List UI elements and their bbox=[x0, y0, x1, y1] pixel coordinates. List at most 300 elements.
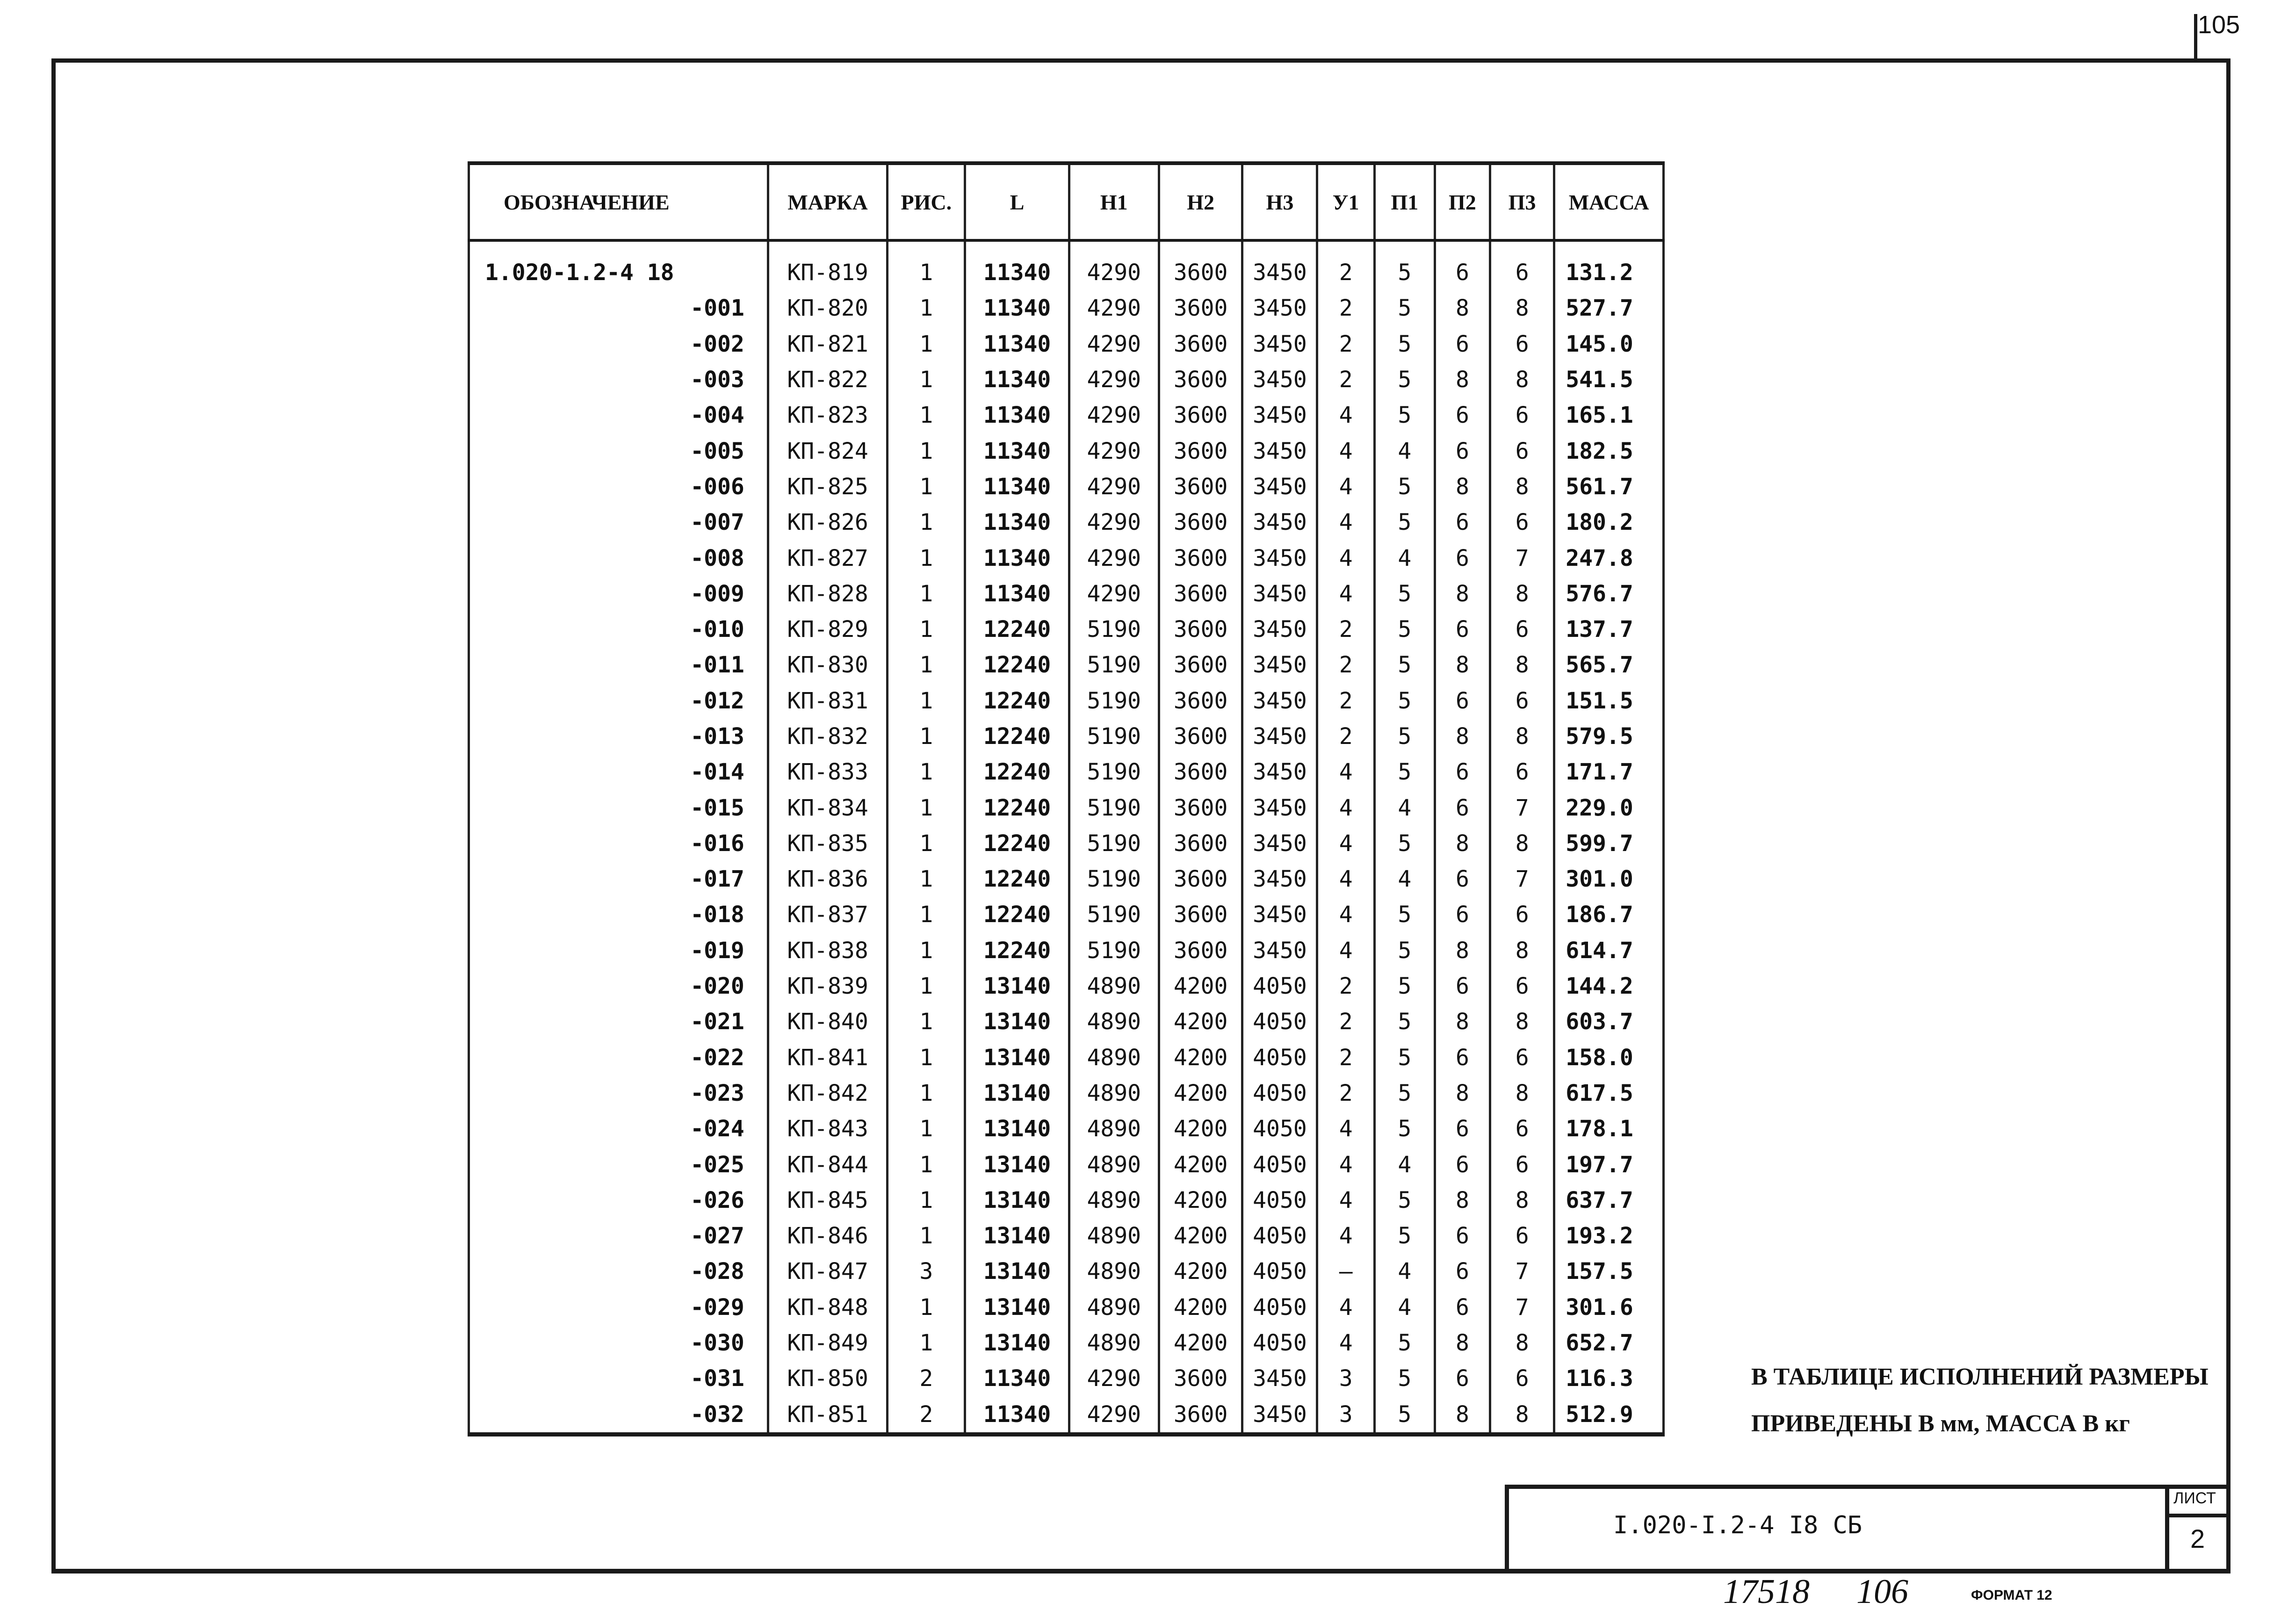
format-label: ФОРМАТ 12 bbox=[1971, 1588, 2052, 1603]
cell-mark: КП-833 bbox=[768, 754, 887, 790]
cell-h2: 3600 bbox=[1159, 362, 1242, 397]
cell-u1: – bbox=[1317, 1254, 1375, 1289]
cell-u1: 2 bbox=[1317, 968, 1375, 1004]
cell-p3: 6 bbox=[1490, 505, 1554, 540]
cell-p3: 6 bbox=[1490, 1111, 1554, 1147]
cell-h3: 3450 bbox=[1242, 505, 1317, 540]
cell-l: 12240 bbox=[965, 826, 1069, 861]
cell-mass: 617.5 bbox=[1554, 1075, 1664, 1111]
cell-h2: 3600 bbox=[1159, 290, 1242, 326]
cell-h1: 4890 bbox=[1069, 1040, 1159, 1075]
cell-h2: 3600 bbox=[1159, 1397, 1242, 1435]
cell-h1: 4290 bbox=[1069, 1361, 1159, 1396]
cell-mark: КП-824 bbox=[768, 433, 887, 469]
cell-figure: 1 bbox=[888, 1075, 965, 1111]
cell-h3: 3450 bbox=[1242, 683, 1317, 719]
cell-p3: 8 bbox=[1490, 719, 1554, 754]
cell-p2: 8 bbox=[1435, 1325, 1490, 1361]
cell-u1: 4 bbox=[1317, 469, 1375, 505]
cell-designation: -019 bbox=[469, 933, 768, 968]
cell-h1: 5190 bbox=[1069, 897, 1159, 932]
cell-p2: 8 bbox=[1435, 826, 1490, 861]
table-row bbox=[469, 933, 1664, 968]
cell-p1: 4 bbox=[1374, 1290, 1435, 1325]
cell-u1: 3 bbox=[1317, 1361, 1375, 1396]
cell-p1: 4 bbox=[1374, 790, 1435, 825]
cell-p2: 8 bbox=[1435, 362, 1490, 397]
cell-designation: -028 bbox=[469, 1254, 768, 1289]
table-header-row bbox=[469, 163, 1664, 240]
cell-p2: 6 bbox=[1435, 1147, 1490, 1182]
cell-p1: 5 bbox=[1374, 397, 1435, 433]
cell-h3: 4050 bbox=[1242, 968, 1317, 1004]
cell-figure: 1 bbox=[888, 1147, 965, 1182]
header-h3: Н3 bbox=[1242, 163, 1317, 240]
cell-l: 13140 bbox=[965, 1147, 1069, 1182]
cell-h2: 4200 bbox=[1159, 1147, 1242, 1182]
cell-p2: 6 bbox=[1435, 1290, 1490, 1325]
cell-figure: 1 bbox=[888, 397, 965, 433]
cell-p3: 7 bbox=[1490, 861, 1554, 897]
cell-h1: 5190 bbox=[1069, 861, 1159, 897]
cell-figure: 1 bbox=[888, 433, 965, 469]
cell-mass: 579.5 bbox=[1554, 719, 1664, 754]
cell-u1: 4 bbox=[1317, 1183, 1375, 1218]
cell-figure: 1 bbox=[888, 1290, 965, 1325]
cell-mass: 171.7 bbox=[1554, 754, 1664, 790]
cell-mass: 599.7 bbox=[1554, 826, 1664, 861]
cell-l: 11340 bbox=[965, 326, 1069, 362]
cell-designation: -010 bbox=[469, 612, 768, 647]
header-p1: П1 bbox=[1374, 163, 1435, 240]
sheet-label: ЛИСТ bbox=[2173, 1489, 2216, 1507]
cell-h1: 5190 bbox=[1069, 612, 1159, 647]
cell-u1: 4 bbox=[1317, 505, 1375, 540]
page-corner-tick bbox=[2194, 14, 2197, 60]
cell-p3: 6 bbox=[1490, 968, 1554, 1004]
table-row bbox=[469, 540, 1664, 576]
cell-designation: -025 bbox=[469, 1147, 768, 1182]
cell-mass: 131.2 bbox=[1554, 240, 1664, 290]
table-row bbox=[469, 790, 1664, 825]
cell-p1: 4 bbox=[1374, 1147, 1435, 1182]
cell-p3: 8 bbox=[1490, 1183, 1554, 1218]
cell-h2: 3600 bbox=[1159, 433, 1242, 469]
cell-mass: 186.7 bbox=[1554, 897, 1664, 932]
cell-mass: 165.1 bbox=[1554, 397, 1664, 433]
sheet-box-divider bbox=[2165, 1514, 2230, 1517]
cell-l: 11340 bbox=[965, 1397, 1069, 1435]
cell-designation: -003 bbox=[469, 362, 768, 397]
cell-h3: 3450 bbox=[1242, 433, 1317, 469]
specification-table bbox=[468, 161, 1665, 1436]
cell-u1: 4 bbox=[1317, 1218, 1375, 1254]
table-row bbox=[469, 397, 1664, 433]
cell-p3: 6 bbox=[1490, 897, 1554, 932]
cell-h1: 4890 bbox=[1069, 968, 1159, 1004]
cell-h1: 4290 bbox=[1069, 397, 1159, 433]
cell-mass: 193.2 bbox=[1554, 1218, 1664, 1254]
cell-p2: 8 bbox=[1435, 290, 1490, 326]
table-body bbox=[469, 240, 1664, 1434]
page-corner-number: 105 bbox=[2198, 11, 2240, 39]
cell-p2: 6 bbox=[1435, 540, 1490, 576]
table-row bbox=[469, 826, 1664, 861]
cell-mark: КП-845 bbox=[768, 1183, 887, 1218]
cell-h2: 3600 bbox=[1159, 469, 1242, 505]
cell-mass: 565.7 bbox=[1554, 647, 1664, 683]
cell-h2: 3600 bbox=[1159, 754, 1242, 790]
table-row bbox=[469, 612, 1664, 647]
cell-u1: 2 bbox=[1317, 612, 1375, 647]
cell-designation: -004 bbox=[469, 397, 768, 433]
cell-p2: 6 bbox=[1435, 1254, 1490, 1289]
cell-h2: 4200 bbox=[1159, 1004, 1242, 1039]
cell-designation: -012 bbox=[469, 683, 768, 719]
table-row bbox=[469, 469, 1664, 505]
cell-l: 11340 bbox=[965, 469, 1069, 505]
cell-h1: 5190 bbox=[1069, 647, 1159, 683]
cell-h2: 3600 bbox=[1159, 861, 1242, 897]
cell-p2: 6 bbox=[1435, 1361, 1490, 1396]
cell-p1: 5 bbox=[1374, 576, 1435, 612]
cell-figure: 1 bbox=[888, 362, 965, 397]
table-row bbox=[469, 1218, 1664, 1254]
cell-designation: -018 bbox=[469, 897, 768, 932]
cell-u1: 2 bbox=[1317, 362, 1375, 397]
cell-p1: 5 bbox=[1374, 362, 1435, 397]
cell-mark: КП-849 bbox=[768, 1325, 887, 1361]
cell-p3: 7 bbox=[1490, 1290, 1554, 1325]
cell-p2: 6 bbox=[1435, 1218, 1490, 1254]
cell-p1: 5 bbox=[1374, 505, 1435, 540]
cell-p2: 6 bbox=[1435, 612, 1490, 647]
cell-figure: 1 bbox=[888, 1040, 965, 1075]
cell-mass: 301.6 bbox=[1554, 1290, 1664, 1325]
document-code: I.020-I.2-4 I8 СБ bbox=[1613, 1511, 1862, 1539]
cell-h1: 5190 bbox=[1069, 754, 1159, 790]
cell-h2: 4200 bbox=[1159, 1290, 1242, 1325]
cell-h3: 4050 bbox=[1242, 1004, 1317, 1039]
cell-mark: КП-835 bbox=[768, 826, 887, 861]
cell-h3: 3450 bbox=[1242, 754, 1317, 790]
cell-p1: 5 bbox=[1374, 754, 1435, 790]
sheet-number: 2 bbox=[2190, 1524, 2205, 1553]
cell-p1: 5 bbox=[1374, 1111, 1435, 1147]
cell-h2: 3600 bbox=[1159, 897, 1242, 932]
cell-l: 13140 bbox=[965, 1075, 1069, 1111]
cell-figure: 1 bbox=[888, 240, 965, 290]
cell-l: 13140 bbox=[965, 1004, 1069, 1039]
cell-h3: 3450 bbox=[1242, 719, 1317, 754]
cell-p2: 8 bbox=[1435, 1397, 1490, 1435]
units-note-line-1: В ТАБЛИЦЕ ИСПОЛНЕНИЙ РАЗМЕРЫ bbox=[1751, 1364, 2209, 1390]
cell-p1: 5 bbox=[1374, 326, 1435, 362]
cell-l: 11340 bbox=[965, 290, 1069, 326]
cell-u1: 4 bbox=[1317, 576, 1375, 612]
cell-h2: 3600 bbox=[1159, 647, 1242, 683]
cell-mass: 576.7 bbox=[1554, 576, 1664, 612]
cell-h2: 3600 bbox=[1159, 612, 1242, 647]
units-note-line-2: ПРИВЕДЕНЫ В мм, МАССА В кг bbox=[1751, 1410, 2130, 1437]
table-row bbox=[469, 505, 1664, 540]
cell-h1: 4890 bbox=[1069, 1147, 1159, 1182]
cell-h2: 3600 bbox=[1159, 540, 1242, 576]
cell-p3: 6 bbox=[1490, 612, 1554, 647]
cell-p1: 5 bbox=[1374, 1075, 1435, 1111]
cell-mark: КП-851 bbox=[768, 1397, 887, 1435]
cell-mass: 247.8 bbox=[1554, 540, 1664, 576]
cell-h1: 4290 bbox=[1069, 433, 1159, 469]
header-mass: МАССА bbox=[1554, 163, 1664, 240]
cell-p2: 6 bbox=[1435, 505, 1490, 540]
header-h2: Н2 bbox=[1159, 163, 1242, 240]
cell-h2: 4200 bbox=[1159, 1075, 1242, 1111]
cell-l: 11340 bbox=[965, 240, 1069, 290]
cell-l: 13140 bbox=[965, 1111, 1069, 1147]
cell-designation: -005 bbox=[469, 433, 768, 469]
cell-mark: КП-840 bbox=[768, 1004, 887, 1039]
cell-h1: 4890 bbox=[1069, 1111, 1159, 1147]
cell-h2: 3600 bbox=[1159, 719, 1242, 754]
cell-figure: 1 bbox=[888, 719, 965, 754]
cell-l: 11340 bbox=[965, 540, 1069, 576]
cell-l: 13140 bbox=[965, 1290, 1069, 1325]
cell-l: 12240 bbox=[965, 754, 1069, 790]
cell-p3: 6 bbox=[1490, 754, 1554, 790]
cell-mark: КП-821 bbox=[768, 326, 887, 362]
cell-mark: КП-850 bbox=[768, 1361, 887, 1396]
cell-h2: 3600 bbox=[1159, 576, 1242, 612]
cell-l: 12240 bbox=[965, 861, 1069, 897]
cell-designation: 1.020-1.2-4 18 bbox=[469, 240, 768, 290]
table-row bbox=[469, 362, 1664, 397]
cell-u1: 4 bbox=[1317, 397, 1375, 433]
cell-h1: 4290 bbox=[1069, 362, 1159, 397]
cell-h3: 3450 bbox=[1242, 1361, 1317, 1396]
cell-designation: -002 bbox=[469, 326, 768, 362]
cell-u1: 4 bbox=[1317, 540, 1375, 576]
cell-h3: 3450 bbox=[1242, 897, 1317, 932]
cell-figure: 1 bbox=[888, 469, 965, 505]
cell-mass: 145.0 bbox=[1554, 326, 1664, 362]
cell-h3: 3450 bbox=[1242, 326, 1317, 362]
cell-mass: 614.7 bbox=[1554, 933, 1664, 968]
cell-u1: 2 bbox=[1317, 290, 1375, 326]
cell-h3: 3450 bbox=[1242, 826, 1317, 861]
table-row bbox=[469, 647, 1664, 683]
cell-p3: 6 bbox=[1490, 1040, 1554, 1075]
cell-p2: 6 bbox=[1435, 861, 1490, 897]
header-l: L bbox=[965, 163, 1069, 240]
cell-p2: 6 bbox=[1435, 683, 1490, 719]
cell-h3: 4050 bbox=[1242, 1040, 1317, 1075]
table-row bbox=[469, 1147, 1664, 1182]
cell-designation: -029 bbox=[469, 1290, 768, 1325]
cell-h3: 4050 bbox=[1242, 1111, 1317, 1147]
table-row bbox=[469, 1004, 1664, 1039]
cell-l: 13140 bbox=[965, 968, 1069, 1004]
cell-figure: 3 bbox=[888, 1254, 965, 1289]
table-row bbox=[469, 576, 1664, 612]
cell-mass: 157.5 bbox=[1554, 1254, 1664, 1289]
cell-u1: 4 bbox=[1317, 826, 1375, 861]
cell-mass: 151.5 bbox=[1554, 683, 1664, 719]
header-h1: Н1 bbox=[1069, 163, 1159, 240]
cell-mass: 541.5 bbox=[1554, 362, 1664, 397]
cell-h1: 4890 bbox=[1069, 1218, 1159, 1254]
cell-figure: 1 bbox=[888, 647, 965, 683]
cell-h3: 4050 bbox=[1242, 1290, 1317, 1325]
cell-mark: КП-819 bbox=[768, 240, 887, 290]
cell-figure: 1 bbox=[888, 790, 965, 825]
cell-mark: КП-834 bbox=[768, 790, 887, 825]
cell-mark: КП-847 bbox=[768, 1254, 887, 1289]
cell-h1: 5190 bbox=[1069, 719, 1159, 754]
cell-p1: 5 bbox=[1374, 647, 1435, 683]
header-p2: П2 bbox=[1435, 163, 1490, 240]
cell-p2: 6 bbox=[1435, 790, 1490, 825]
cell-p1: 5 bbox=[1374, 933, 1435, 968]
cell-p1: 5 bbox=[1374, 719, 1435, 754]
cell-h2: 4200 bbox=[1159, 1040, 1242, 1075]
table-row bbox=[469, 1325, 1664, 1361]
cell-mark: КП-836 bbox=[768, 861, 887, 897]
cell-h2: 4200 bbox=[1159, 1183, 1242, 1218]
cell-p3: 8 bbox=[1490, 576, 1554, 612]
table-row bbox=[469, 433, 1664, 469]
cell-figure: 1 bbox=[888, 861, 965, 897]
cell-p1: 4 bbox=[1374, 433, 1435, 469]
cell-h3: 3450 bbox=[1242, 397, 1317, 433]
cell-p3: 8 bbox=[1490, 469, 1554, 505]
table-row bbox=[469, 1111, 1664, 1147]
cell-designation: -032 bbox=[469, 1397, 768, 1435]
table-row bbox=[469, 1040, 1664, 1075]
cell-designation: -024 bbox=[469, 1111, 768, 1147]
table-row bbox=[469, 1397, 1664, 1435]
table-row bbox=[469, 1075, 1664, 1111]
cell-h1: 4290 bbox=[1069, 1397, 1159, 1435]
cell-l: 11340 bbox=[965, 397, 1069, 433]
cell-figure: 1 bbox=[888, 1218, 965, 1254]
cell-u1: 4 bbox=[1317, 790, 1375, 825]
cell-p3: 8 bbox=[1490, 647, 1554, 683]
cell-h1: 4290 bbox=[1069, 469, 1159, 505]
cell-h2: 4200 bbox=[1159, 968, 1242, 1004]
cell-p3: 8 bbox=[1490, 290, 1554, 326]
cell-p1: 5 bbox=[1374, 1361, 1435, 1396]
cell-h1: 5190 bbox=[1069, 826, 1159, 861]
cell-u1: 4 bbox=[1317, 1290, 1375, 1325]
cell-figure: 1 bbox=[888, 540, 965, 576]
cell-figure: 2 bbox=[888, 1361, 965, 1396]
cell-h3: 3450 bbox=[1242, 290, 1317, 326]
handwritten-inventory-number: 17518 bbox=[1723, 1573, 1810, 1611]
cell-mass: 301.0 bbox=[1554, 861, 1664, 897]
cell-mass: 182.5 bbox=[1554, 433, 1664, 469]
cell-p1: 5 bbox=[1374, 469, 1435, 505]
cell-mark: КП-826 bbox=[768, 505, 887, 540]
cell-figure: 1 bbox=[888, 968, 965, 1004]
cell-designation: -027 bbox=[469, 1218, 768, 1254]
cell-designation: -001 bbox=[469, 290, 768, 326]
cell-h1: 4290 bbox=[1069, 326, 1159, 362]
cell-u1: 3 bbox=[1317, 1397, 1375, 1435]
cell-h2: 4200 bbox=[1159, 1325, 1242, 1361]
cell-designation: -013 bbox=[469, 719, 768, 754]
cell-figure: 1 bbox=[888, 576, 965, 612]
cell-h1: 4890 bbox=[1069, 1075, 1159, 1111]
table-row bbox=[469, 326, 1664, 362]
cell-h1: 4890 bbox=[1069, 1183, 1159, 1218]
cell-h3: 4050 bbox=[1242, 1075, 1317, 1111]
cell-u1: 4 bbox=[1317, 933, 1375, 968]
cell-designation: -014 bbox=[469, 754, 768, 790]
cell-p1: 5 bbox=[1374, 1218, 1435, 1254]
cell-u1: 4 bbox=[1317, 861, 1375, 897]
cell-h1: 4890 bbox=[1069, 1004, 1159, 1039]
cell-p2: 8 bbox=[1435, 1004, 1490, 1039]
cell-h3: 3450 bbox=[1242, 362, 1317, 397]
cell-l: 12240 bbox=[965, 647, 1069, 683]
cell-p2: 8 bbox=[1435, 576, 1490, 612]
cell-h1: 4890 bbox=[1069, 1254, 1159, 1289]
cell-h2: 3600 bbox=[1159, 826, 1242, 861]
cell-mass: 144.2 bbox=[1554, 968, 1664, 1004]
cell-u1: 4 bbox=[1317, 754, 1375, 790]
cell-p3: 7 bbox=[1490, 1254, 1554, 1289]
cell-p2: 6 bbox=[1435, 754, 1490, 790]
cell-designation: -009 bbox=[469, 576, 768, 612]
cell-l: 12240 bbox=[965, 612, 1069, 647]
cell-h1: 4290 bbox=[1069, 540, 1159, 576]
cell-p3: 6 bbox=[1490, 397, 1554, 433]
cell-mass: 229.0 bbox=[1554, 790, 1664, 825]
cell-figure: 1 bbox=[888, 1183, 965, 1218]
cell-h2: 3600 bbox=[1159, 326, 1242, 362]
cell-h1: 5190 bbox=[1069, 790, 1159, 825]
cell-mass: 197.7 bbox=[1554, 1147, 1664, 1182]
cell-figure: 1 bbox=[888, 505, 965, 540]
cell-u1: 4 bbox=[1317, 897, 1375, 932]
cell-mass: 178.1 bbox=[1554, 1111, 1664, 1147]
cell-p2: 8 bbox=[1435, 469, 1490, 505]
cell-mark: КП-830 bbox=[768, 647, 887, 683]
cell-mark: КП-844 bbox=[768, 1147, 887, 1182]
cell-u1: 4 bbox=[1317, 1111, 1375, 1147]
cell-h3: 3450 bbox=[1242, 612, 1317, 647]
cell-h3: 4050 bbox=[1242, 1183, 1317, 1218]
cell-p1: 5 bbox=[1374, 240, 1435, 290]
cell-h3: 3450 bbox=[1242, 790, 1317, 825]
cell-figure: 1 bbox=[888, 683, 965, 719]
cell-u1: 2 bbox=[1317, 1040, 1375, 1075]
cell-p2: 8 bbox=[1435, 933, 1490, 968]
cell-p2: 6 bbox=[1435, 1040, 1490, 1075]
cell-mark: КП-837 bbox=[768, 897, 887, 932]
cell-mass: 158.0 bbox=[1554, 1040, 1664, 1075]
cell-h1: 4290 bbox=[1069, 290, 1159, 326]
cell-mark: КП-829 bbox=[768, 612, 887, 647]
table-row bbox=[469, 240, 1664, 290]
cell-p2: 6 bbox=[1435, 326, 1490, 362]
cell-designation: -023 bbox=[469, 1075, 768, 1111]
cell-mark: КП-832 bbox=[768, 719, 887, 754]
cell-figure: 1 bbox=[888, 290, 965, 326]
cell-h2: 3600 bbox=[1159, 1361, 1242, 1396]
cell-h2: 4200 bbox=[1159, 1218, 1242, 1254]
